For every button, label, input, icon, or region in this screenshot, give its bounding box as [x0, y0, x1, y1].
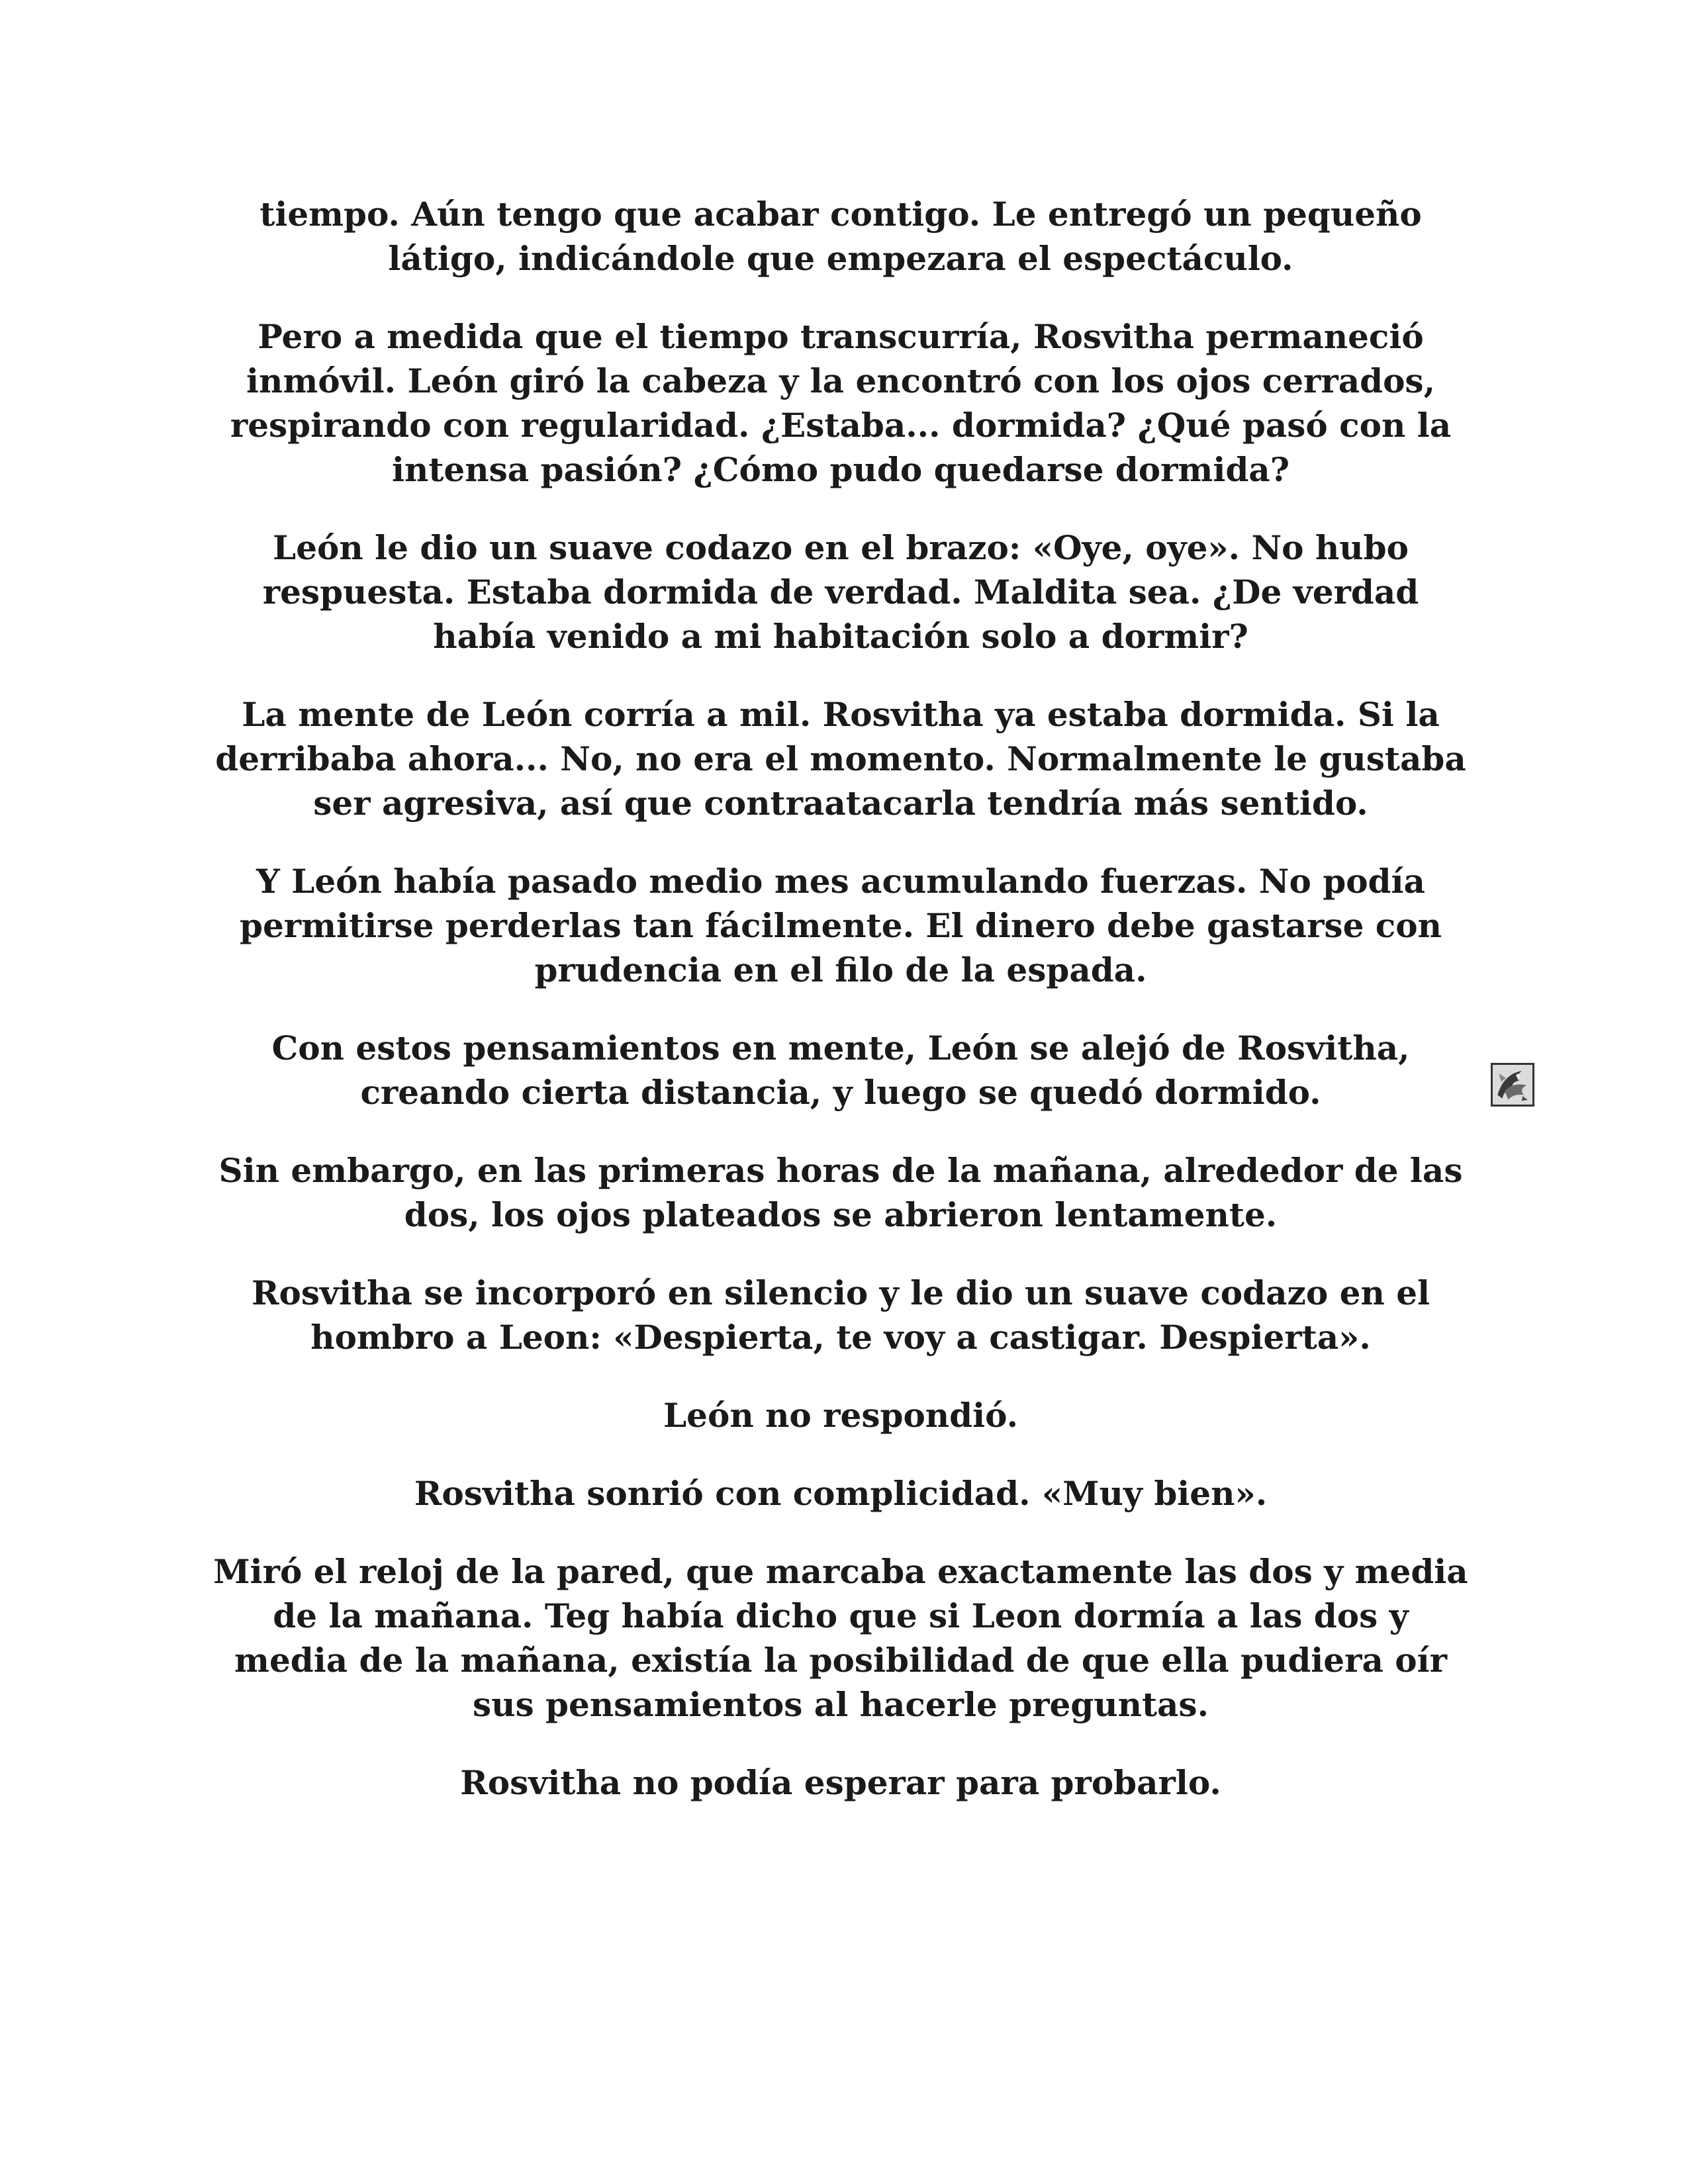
- paragraph-8: Rosvitha se incorporó en silencio y le dio un suave codazo en el hombro a Leon: «Despierta, te voy a castigar. Despierta».: [251, 1273, 1430, 1357]
- paragraph-9: León no respondió.: [663, 1396, 1018, 1435]
- paragraph-4: La mente de León corría a mil. Rosvitha ya estaba dormida. Si la derribaba ahora... No, no era el momento. Normalmente le gustaba ser agresiva, así que contraatacarla tendría más sentido.: [215, 695, 1466, 823]
- paragraph-10: Rosvitha sonrió con complicidad. «Muy bien».: [414, 1474, 1268, 1513]
- dragon-emblem-icon: [1491, 1063, 1534, 1107]
- paragraph-3: León le dio un suave codazo en el brazo: «Oye, oye». No hubo respuesta. Estaba dormida de verdad. Maldita sea. ¿De verdad había venido a mi habitación solo a dormir?: [262, 528, 1419, 656]
- text-body: [212, 192, 1470, 1839]
- paragraph-12: Rosvitha no podía esperar para probarlo.: [460, 1763, 1221, 1802]
- paragraph-6: Con estos pensamientos en mente, León se alejó de Rosvitha, creando cierta distancia, y luego se quedó dormido.: [271, 1028, 1410, 1112]
- paragraph-7: Sin embargo, en las primeras horas de la mañana, alrededor de las dos, los ojos plateados se abrieron lentamente.: [218, 1151, 1463, 1234]
- paragraph-5: Y León había pasado medio mes acumulando fuerzas. No podía permitirse perderlas tan fácilmente. El dinero debe gastarse con prudencia en el filo de la espada.: [240, 862, 1442, 989]
- paragraph-1: tiempo. Aún tengo que acabar contigo. Le entregó un pequeño látigo, indicándole que empezara el espectáculo.: [259, 195, 1422, 278]
- paragraph-11: Miró el reloj de la pared, que marcaba exactamente las dos y media de la mañana. Teg había dicho que si Leon dormía a las dos y media de la mañana, existía la posibilidad de que ella pudiera oír sus pensamientos al hacerle preguntas.: [213, 1552, 1468, 1724]
- paragraph-2: Pero a medida que el tiempo transcurría, Rosvitha permaneció inmóvil. León giró la cabeza y la encontró con los ojos cerrados, respirando con regularidad. ¿Estaba... dormida? ¿Qué pasó con la intensa pasión? ¿Cómo pudo quedarse dormida?: [230, 317, 1452, 489]
